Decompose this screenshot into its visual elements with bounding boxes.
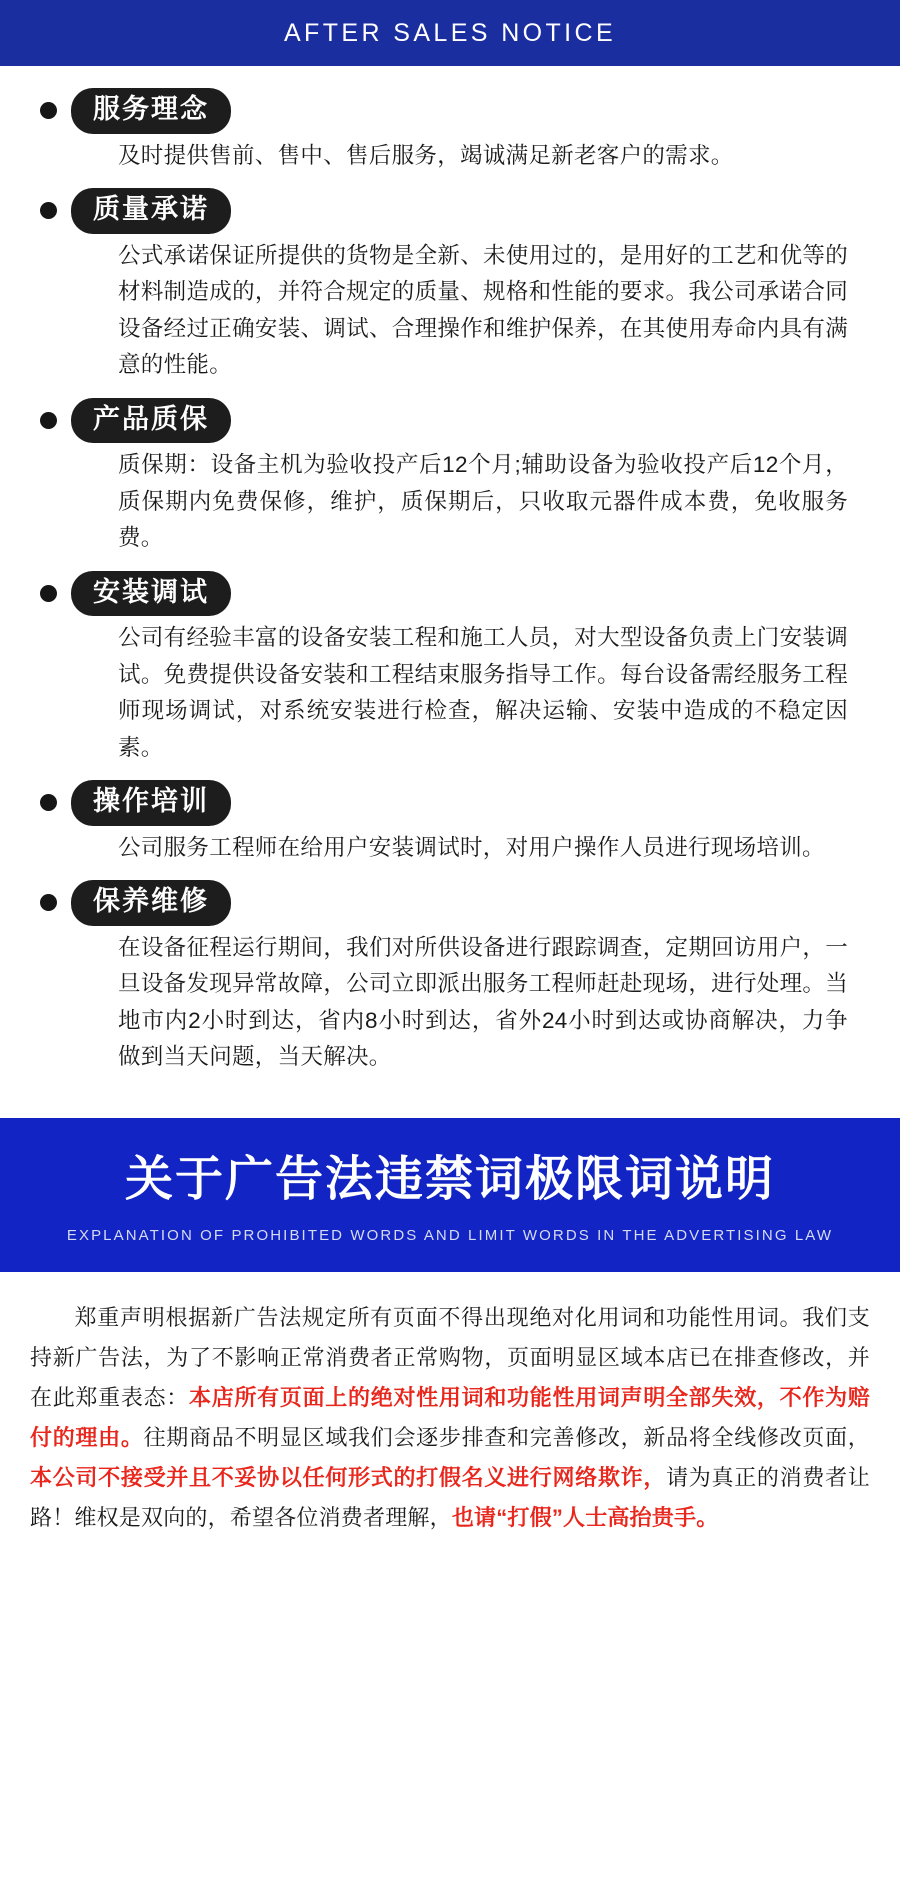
service-item-body: 公式承诺保证所提供的货物是全新、未使用过的，是用好的工艺和优等的材料制造成的，并符合规定的质量、规格和性能的要求。我公司承诺合同设备经过正确安装、调试、合理操作和维护保养，在其使用寿命内具有满意的性能。: [118, 242, 848, 378]
service-item-body: 在设备征程运行期间，我们对所供设备进行跟踪调查，定期回访用户，一旦设备发现异常故障，公司立即派出服务工程师赶赴现场，进行处理。当地市内2小时到达，省内8小时到达，省外24小时到达或协商解决，力争做到当天问题，当天解决。: [118, 934, 848, 1070]
service-item-body: 质保期：设备主机为验收投产后12个月;辅助设备为验收投产后12个月，质保期内免费保修，维护，质保期后，只收取元器件成本费，免收服务费。: [118, 452, 848, 551]
bullet-icon: [40, 794, 57, 811]
service-item: [30, 780, 870, 866]
service-item: [30, 188, 870, 383]
advertising-law-subtitle: EXPLANATION OF PROHIBITED WORDS AND LIMIT WORDS IN THE ADVERTISING LAW: [66, 1226, 834, 1244]
service-item-head: [30, 188, 870, 234]
law-paragraph-2: 往期商品不明显区域我们会逐步排查和完善修改，新品将全线修改页面，: [143, 1424, 870, 1450]
service-item: [30, 88, 870, 174]
service-item-head: [30, 880, 870, 926]
bullet-icon: [40, 102, 57, 119]
service-item-body: 公司有经验丰富的设备安装工程和施工人员，对大型设备负责上门安装调试。免费提供设备安装和工程结束服务指导工作。每台设备需经服务工程师现场调试，对系统安装进行检查，解决运输、安装中造成的不稳定因素。: [118, 625, 848, 760]
service-item-head: [30, 780, 870, 826]
page-title: AFTER SALES NOTICE: [283, 18, 617, 47]
law-paragraph-3: 请为真正的消费者让路！维权是双向的，希望各位消费者理解，: [30, 1464, 870, 1530]
law-highlight-1: 本店所有页面上的绝对性用词和功能性用词声明全部失效，不作为赔付的理由。: [30, 1384, 870, 1450]
service-item-tag: 安装调试: [71, 571, 231, 617]
service-item-tag: 操作培训: [71, 780, 231, 826]
service-item-tag: 服务理念: [71, 88, 231, 134]
service-item: [30, 571, 870, 766]
service-list: [0, 66, 900, 1108]
law-highlight-3: 也请“打假”人士高抬贵手。: [451, 1504, 719, 1530]
service-item-tag: 质量承诺: [71, 188, 231, 234]
service-item-body: 及时提供售前、售中、售后服务，竭诚满足新老客户的需求。: [118, 142, 734, 168]
service-item-head: [30, 88, 870, 134]
service-item-head: [30, 398, 870, 444]
advertising-law-statement: [0, 1272, 900, 1566]
bullet-icon: [40, 585, 57, 602]
law-paragraph-1: 郑重声明根据新广告法规定所有页面不得出现绝对化用词和功能性用词。我们支持新广告法，为了不影响正常消费者正常购物，页面明显区域本店已在排查修改，并在此郑重表态：: [30, 1304, 870, 1410]
advertising-law-title: 关于广告法违禁词极限词说明: [124, 1152, 775, 1206]
page-header-banner: [0, 0, 900, 66]
law-highlight-2: 本公司不接受并且不妥协以任何形式的打假名义进行网络欺诈，: [30, 1464, 667, 1490]
service-item: [30, 398, 870, 557]
bullet-icon: [40, 412, 57, 429]
service-item-tag: 产品质保: [71, 398, 231, 444]
bullet-icon: [40, 894, 57, 911]
service-item-tag: 保养维修: [71, 880, 231, 926]
service-item-head: [30, 571, 870, 617]
advertising-law-banner: [0, 1118, 900, 1272]
bullet-icon: [40, 202, 57, 219]
service-item: [30, 880, 870, 1075]
service-item-body: 公司服务工程师在给用户安装调试时，对用户操作人员进行现场培训。: [118, 834, 825, 860]
